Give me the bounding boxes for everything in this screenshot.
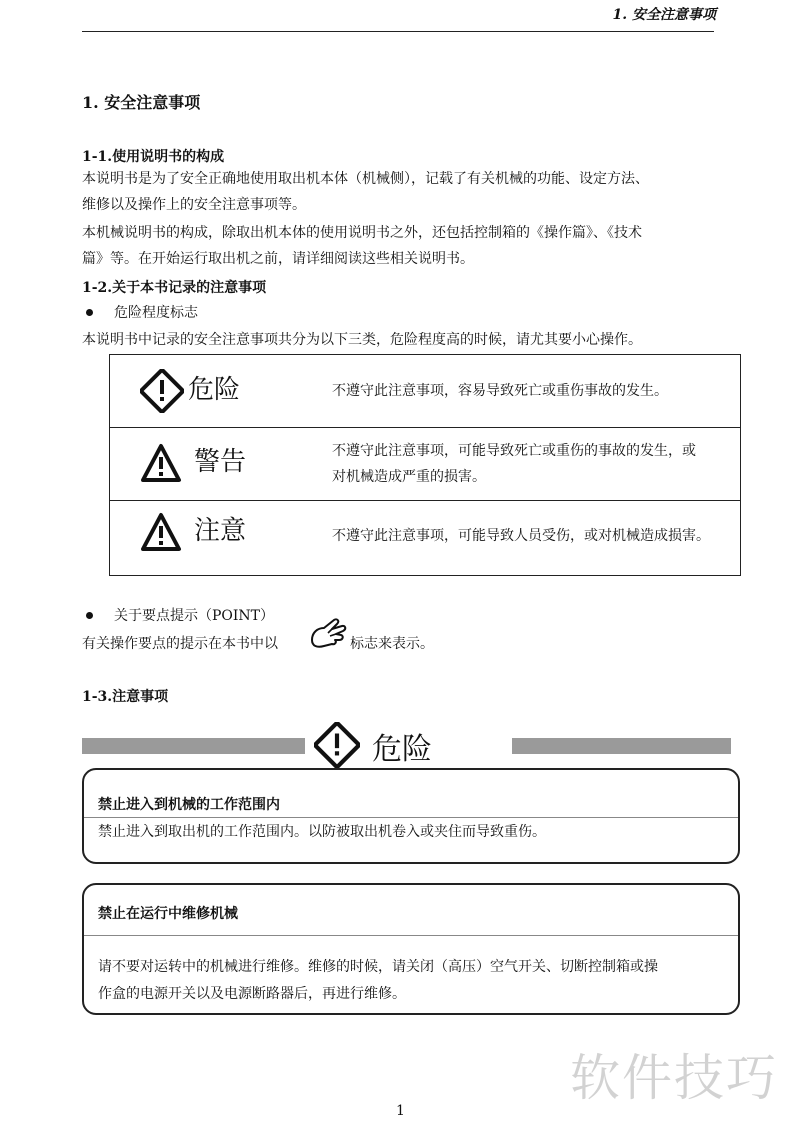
bullet-text-point: 关于要点提示（POINT）	[114, 608, 275, 624]
subsection-title-1-3: 1-3.注意事项	[82, 689, 169, 705]
page-number: 1	[396, 1103, 405, 1119]
danger-banner-label: 危险	[372, 732, 432, 767]
caution-card	[82, 768, 740, 864]
caution-card	[82, 883, 740, 1015]
caution-card-body-line: 禁止进入到取出机的工作范围内。以防被取出机卷入或夹住而导致重伤。	[98, 824, 546, 840]
card-divider	[84, 935, 738, 936]
danger-diamond-icon	[314, 722, 360, 768]
hazard-label-warning: 警告	[194, 447, 247, 477]
bullet-icon	[86, 612, 93, 619]
card-divider	[84, 817, 738, 818]
paragraph-line: 本机械说明书的构成，除取出机本体的使用说明书之外，还包括控制箱的《操作篇》、《技术	[82, 225, 642, 241]
hazard-row-warning	[110, 427, 740, 501]
hazard-level-table	[109, 354, 741, 576]
subsection-title-1-2: 1-2.关于本书记录的注意事项	[82, 280, 267, 296]
pointing-hand-icon	[308, 614, 350, 652]
watermark: 软件技巧	[570, 1049, 778, 1107]
caution-card-body-line: 请不要对运转中的机械进行维修。维修的时候，请关闭（高压）空气开关、切断控制箱或操	[98, 959, 658, 975]
hazard-row-caution	[110, 500, 740, 575]
danger-banner-bar-right	[512, 738, 731, 754]
bullet-icon	[86, 309, 93, 316]
paragraph-line: 维修以及操作上的安全注意事项等。	[82, 197, 306, 213]
hazard-label-danger: 危险	[188, 375, 241, 405]
caution-card-title: 禁止在运行中维修机械	[98, 906, 238, 922]
point-text-after: 标志来表示。	[350, 636, 434, 652]
hazard-desc-warning-line2: 对机械造成严重的损害。	[332, 469, 486, 485]
caution-card-body-line: 作盒的电源开关以及电源断路器后，再进行维修。	[98, 986, 406, 1002]
warning-triangle-icon	[140, 443, 182, 483]
danger-banner-bar-left	[82, 738, 305, 754]
caution-triangle-icon	[140, 512, 182, 552]
hazard-desc-caution: 不遵守此注意事项，可能导致人员受伤，或对机械造成损害。	[332, 528, 710, 544]
hazard-label-caution: 注意	[194, 516, 247, 546]
running-header: 1. 安全注意事项	[612, 7, 716, 23]
section-title: 1. 安全注意事项	[82, 93, 201, 112]
bullet-text-hazard-levels: 危险程度标志	[114, 305, 198, 321]
point-text-before: 有关操作要点的提示在本书中以	[82, 636, 278, 652]
header-rule	[82, 31, 714, 32]
hazard-intro: 本说明书中记录的安全注意事项共分为以下三类，危险程度高的时候，请尤其要小心操作。	[82, 332, 642, 348]
hazard-row-danger	[110, 355, 740, 428]
danger-diamond-icon	[140, 369, 184, 413]
paragraph-line: 篇》等。在开始运行取出机之前，请详细阅读这些相关说明书。	[82, 251, 474, 267]
subsection-title-1-1: 1-1.使用说明书的构成	[82, 149, 225, 165]
caution-card-title: 禁止进入到机械的工作范围内	[98, 797, 280, 813]
hazard-desc-danger: 不遵守此注意事项，容易导致死亡或重伤事故的发生。	[332, 383, 668, 399]
hazard-desc-warning-line1: 不遵守此注意事项，可能导致死亡或重伤的事故的发生，或	[332, 443, 696, 459]
paragraph-line: 本说明书是为了安全正确地使用取出机本体（机械侧），记载了有关机械的功能、设定方法、	[82, 171, 649, 187]
